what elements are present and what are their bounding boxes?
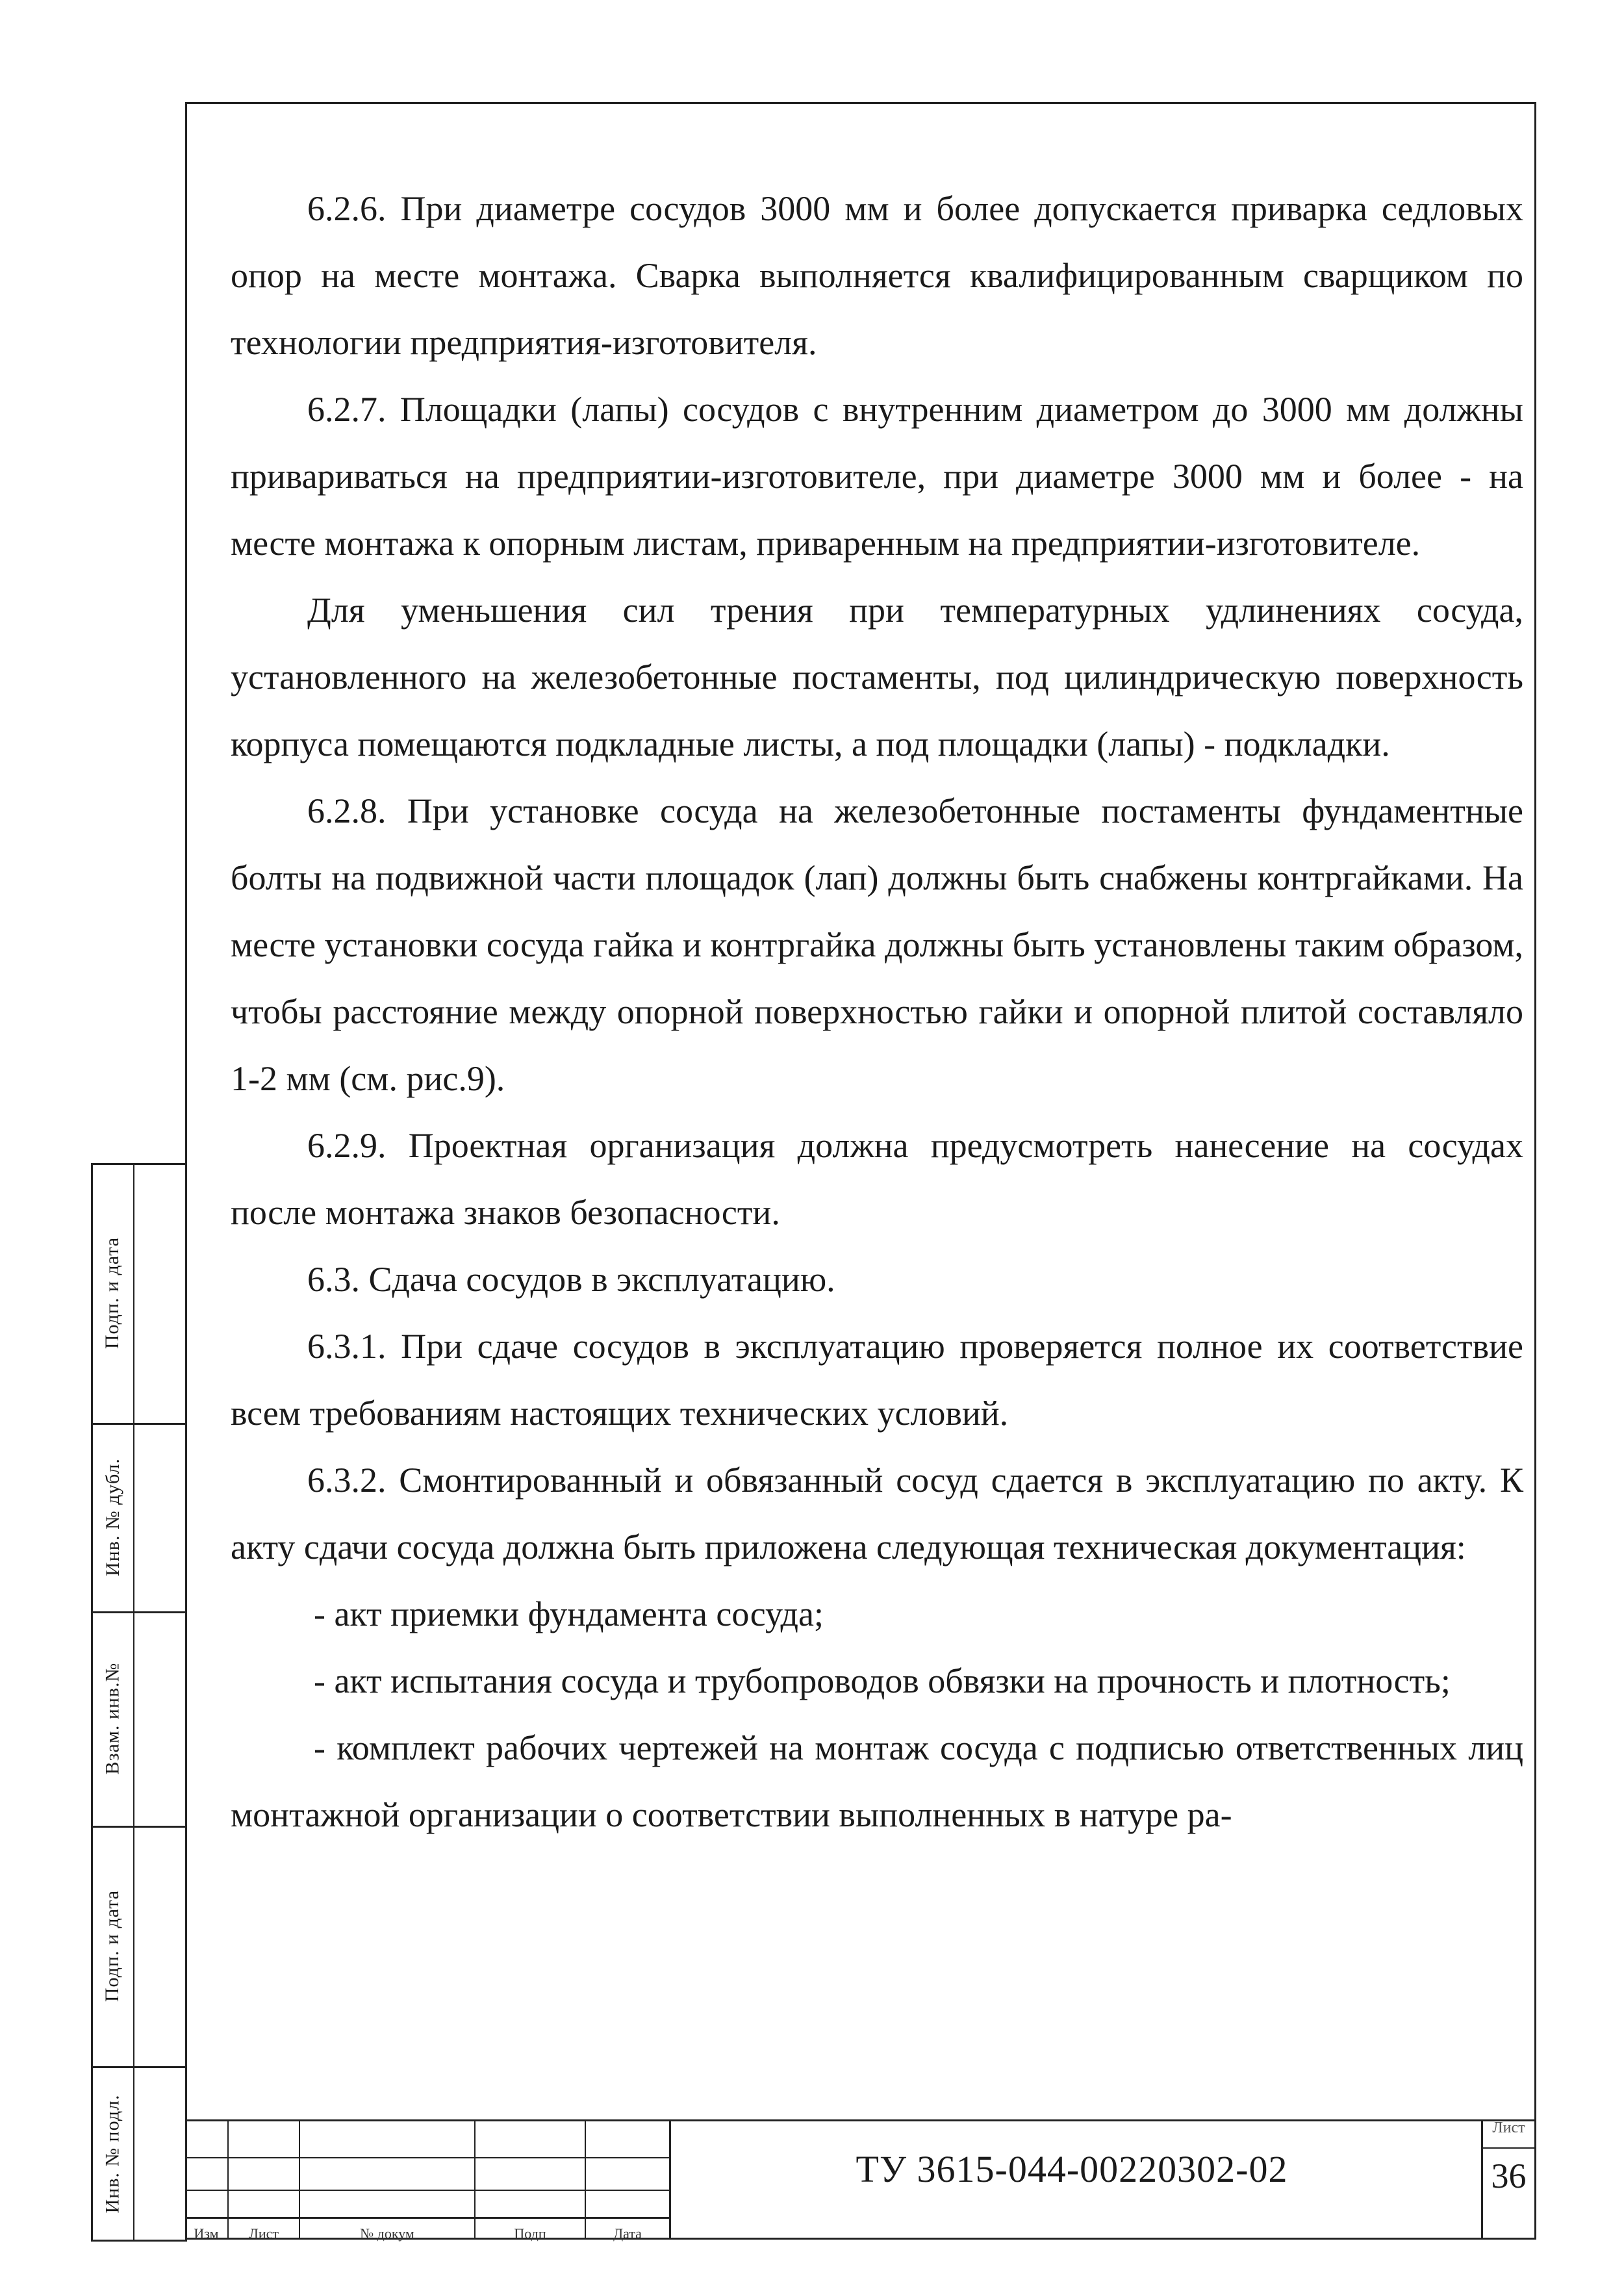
stamp-sheet-line: [1481, 2147, 1536, 2149]
stamp-col-line: [227, 2119, 229, 2240]
stamp-col-line: [299, 2119, 300, 2240]
stamp-row-line: [185, 2157, 669, 2158]
side-label-original-inv: Инв. № подл.: [101, 2094, 123, 2214]
sheet-number: 36: [1491, 2156, 1527, 2195]
stamp-col-change: Изм: [194, 2225, 219, 2242]
paragraph-6-2-7: 6.2.7. Площадки (лапы) сосудов с внутренним диаметром до 3000 мм должны привариваться на предприятии-изготовителе, при диаметре 3000 мм и более - на месте монтажа к опорным листам, приваренным на предприятии-изготовителе.: [231, 390, 1523, 563]
stamp-col-docnum: № докум: [360, 2225, 414, 2242]
stamp-col-line: [474, 2119, 476, 2240]
sheet-label: Лист: [1492, 2119, 1525, 2136]
paragraph-6-2-8: 6.2.8. При установке сосуда на железобетонные постаменты фундаментные болты на подвижной части площадок (лап) должны быть снабжены контргайками. На месте установки сосуда гайка и контргайка должны быть установлены таким образом, чтобы расстояние между опорной поверхностью гайки и опорной плитой составляло 1-2 мм (см. рис.9).: [231, 791, 1523, 1098]
list-item-test-act: - акт испытания сосуда и трубопроводов обвязки на прочность и плотность;: [314, 1661, 1451, 1700]
stamp-row-line: [185, 2190, 669, 2191]
stamp-row-line: [185, 2217, 669, 2219]
list-item-foundation-act: - акт приемки фундамента сосуда;: [314, 1594, 824, 1633]
stamp-col-signature: Подп: [514, 2225, 546, 2242]
stamp-col-date: Дата: [613, 2225, 642, 2242]
list-item-drawings: - комплект рабочих чертежей на монтаж сосуда с подписью ответственных лиц монтажной организации о соответствии выполненных в натуре ра-: [231, 1728, 1523, 1834]
paragraph-6-3-2: 6.3.2. Смонтированный и обвязанный сосуд сдается в эксплуатацию по акту. К акту сдачи сосуда должна быть приложена следующая техническая документация:: [231, 1461, 1523, 1566]
side-label-signature-date: Подп. и дата: [101, 1236, 123, 1349]
side-label-duplicate-inv: Инв. № дубл.: [101, 1458, 123, 1576]
document-body: [231, 175, 1523, 1848]
side-label-replacement-inv: Взам. инв.№: [101, 1662, 123, 1775]
side-label-signature-date-2: Подп. и дата: [101, 1889, 123, 2002]
paragraph-friction: Для уменьшения сил трения при температурных удлинениях сосуда, установленного на железобетонные постаменты, под цилиндрическую поверхность корпуса помещаются подкладные листы, а под площадки (лапы) - подкладки.: [231, 591, 1523, 763]
stamp-top-line: [185, 2119, 1536, 2121]
document-code: ТУ 3615-044-00220302-02: [856, 2148, 1288, 2190]
paragraph-6-2-9: 6.2.9. Проектная организация должна предусмотреть нанесение на сосудах после монтажа знаков безопасности.: [231, 1126, 1523, 1232]
stamp-col-sheet: Лист: [248, 2225, 279, 2242]
paragraph-6-3: 6.3. Сдача сосудов в эксплуатацию.: [307, 1260, 835, 1299]
paragraph-6-3-1: 6.3.1. При сдаче сосудов в эксплуатацию проверяется полное их соответствие всем требованиям настоящих технических условий.: [231, 1327, 1523, 1433]
paragraph-6-2-6: 6.2.6. При диаметре сосудов 3000 мм и более допускается приварка седловых опор на месте монтажа. Сварка выполняется квалифицированным сварщиком по технологии предприятия-изготовителя.: [231, 189, 1523, 362]
stamp-col-line: [585, 2119, 586, 2240]
